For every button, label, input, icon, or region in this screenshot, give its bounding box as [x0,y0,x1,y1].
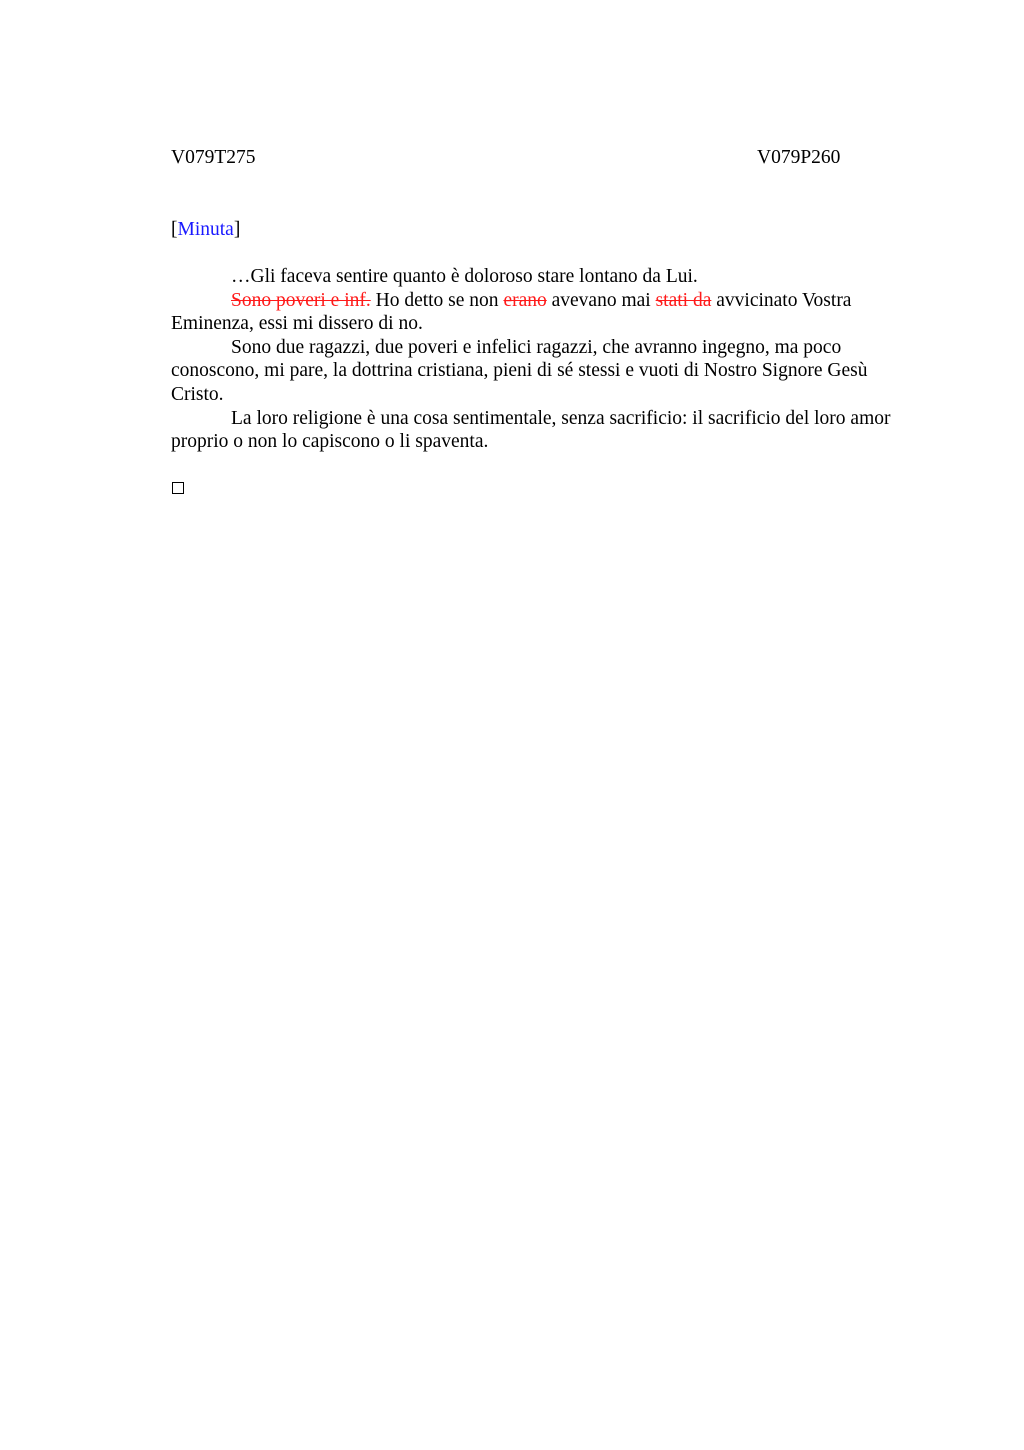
minuta-label: Minuta [177,219,234,240]
section-label [171,218,240,242]
document-code-left: V079T275 [171,147,256,168]
open-bracket: [ [171,219,178,240]
paragraph-4: La loro religione è una cosa sentimentale, senza sacrificio: il sacrificio del loro amor proprio o non lo capiscono o li spaventa. [171,407,891,453]
paragraph-2 [171,289,917,336]
document-code-right: V079P260 [757,147,841,168]
letter-body [171,265,917,454]
paragraph-1: …Gli faceva sentire quanto è doloroso stare lontano da Lui. [231,266,698,287]
deleted-text: erano [503,289,547,311]
square-outline-icon [172,482,184,494]
deleted-text: Sono poveri e inf. [231,289,371,311]
paragraph-text: avevano mai [546,289,656,311]
paragraph-text: Ho detto se non [370,289,504,311]
paragraph-3: Sono due ragazzi, due poveri e infelici ragazzi, che avranno ingegno, ma poco conoscono, mi pare, la dottrina cristiana, pieni di sé stessi e vuoti di Nostro Signore Gesù Cristo. [171,336,868,405]
close-bracket: ] [233,219,241,240]
deleted-text: stati da [655,289,712,311]
paragraph-text: avvicinato Vostra Eminenza, essi mi dissero di no. [171,289,852,335]
